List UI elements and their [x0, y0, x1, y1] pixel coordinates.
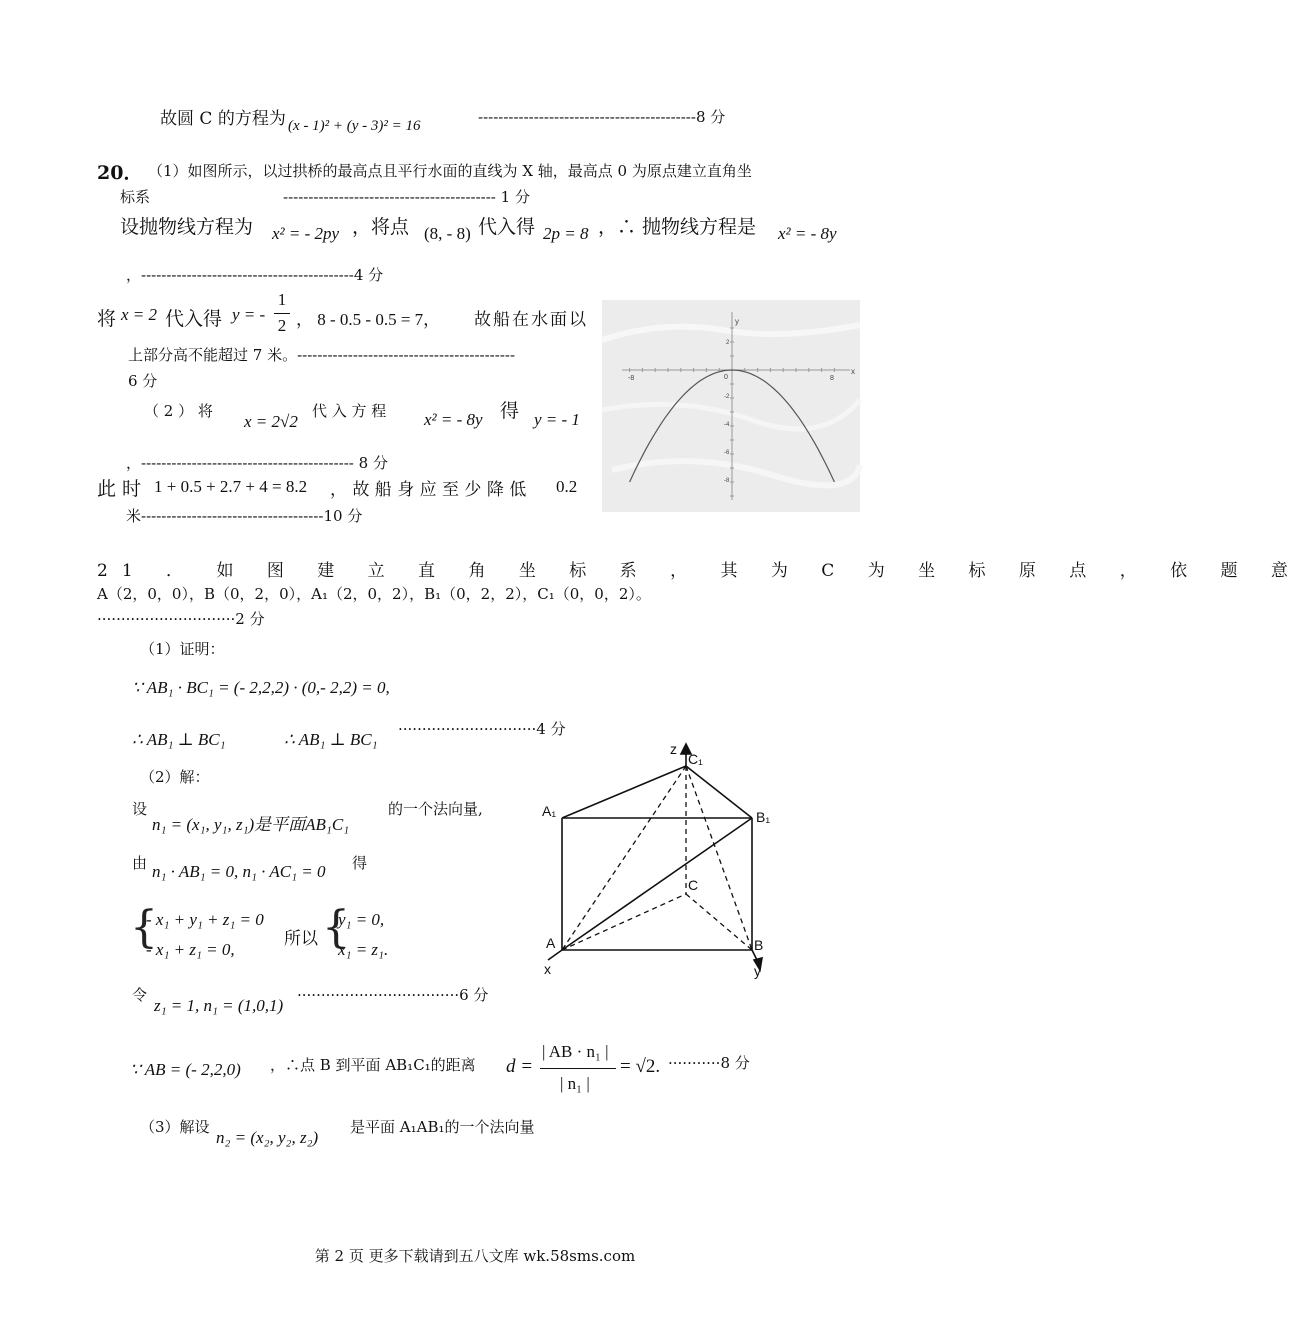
distance-fraction-bar: [540, 1068, 616, 1069]
q21-distance-score: ···········8 分: [668, 1054, 750, 1072]
edge-c1-b: [686, 766, 752, 950]
label-c1: C₁: [688, 751, 703, 767]
q20-p2-point: (8, - 8): [424, 224, 471, 243]
q21-let-score: ··································6 分: [297, 986, 489, 1004]
right-brace: {: [322, 902, 350, 953]
label-b1: B₁: [756, 809, 771, 825]
q20-p4-c: 得: [500, 400, 520, 422]
fraction-bar: [274, 313, 290, 314]
left-brace: {: [130, 902, 158, 953]
q20-p5-a: 此 时: [97, 478, 142, 500]
q20-p2-eq3: x² = - 8y: [778, 224, 837, 243]
q20-p3-score: 6 分: [128, 372, 158, 390]
q21-intro-score: ·····························2 分: [97, 610, 265, 628]
parabola-graph: [602, 300, 860, 512]
graph-y-tick-label: -6: [724, 450, 730, 456]
graph-y-label: y: [735, 317, 739, 326]
q20-p4-a: （ 2 ） 将: [144, 402, 213, 420]
edge-a-b1: [562, 818, 752, 950]
prism-diagram: [530, 738, 790, 978]
edge-a1-c1: [562, 766, 686, 818]
q20-number: 20．: [97, 162, 143, 184]
graph-origin-label: 0: [724, 374, 728, 381]
q20-p3-eq1: x = 2: [121, 305, 158, 324]
q20-p3-b: 代入得: [165, 308, 223, 330]
q21-part3-a: （3）解设: [140, 1118, 210, 1136]
q20-p2-c: 代入得: [478, 216, 536, 238]
q21-intro-line1: 21 ． 如 图 建 立 直 角 坐 标 系 ， 其 为 C 为 坐 标 原 点 ， 依 题 意: [97, 561, 1302, 581]
q20-p5-eq: 1 + 0.5 + 2.7 + 4 = 8.2: [154, 477, 308, 496]
q20-p4-score: ，------------------------------------------ 8 分: [126, 454, 388, 472]
q21-part3-eq: n₂ = (x₂, y₂, z₂): [216, 1128, 319, 1147]
q20-p2-score: ，------------------------------------------4 分: [126, 266, 384, 284]
graph-y-tick-label: 2: [726, 340, 730, 346]
q20-p5-cont: 米------------------------------------10 分: [126, 507, 363, 525]
q20-p4-b: 代 入 方 程: [312, 402, 387, 420]
q20-p3-eq2: y = -: [232, 305, 266, 324]
q20-p3-a: 将: [97, 308, 117, 330]
q21-set-b: 的一个法向量,: [388, 800, 483, 818]
q21-system-left-2: - x₁ + z₁ = 0,: [146, 940, 235, 959]
q20-p5-b: ， 故 船 身 应 至 少 降 低: [330, 480, 527, 500]
q21-distance-d: d =: [506, 1056, 534, 1077]
x-axis: [548, 950, 562, 960]
label-b: B: [754, 937, 764, 953]
graph-y-tick-label: -8: [724, 478, 730, 484]
graph-x-tick-label: 8: [830, 375, 834, 382]
q20-p2-a: 设抛物线方程为: [120, 216, 254, 238]
q21-distance-denominator: | n₁ |: [560, 1074, 590, 1093]
q21-set-a: 设: [132, 800, 148, 818]
q21-system-right-1: y₁ = 0,: [338, 910, 385, 929]
q21-let-eq: z₁ = 1, n₁ = (1,0,1): [154, 996, 284, 1015]
q20-p3-eq3: ， 8 - 0.5 - 0.5 = 7，: [296, 310, 441, 329]
q21-part3-b: 是平面 A₁AB₁的一个法向量: [350, 1118, 535, 1136]
circle-equation: (x - 1)² + (y - 3)² = 16: [288, 118, 421, 134]
label-y: y: [754, 963, 761, 979]
graph-y-tick-label: -2: [724, 394, 730, 400]
q20-p2-eq1: x² = - 2py: [272, 224, 340, 243]
label-a: A: [546, 935, 556, 951]
q21-system-mid: 所以: [284, 929, 318, 949]
graph-x-label: x: [851, 367, 855, 376]
q21-part1-label: （1）证明：: [140, 640, 225, 658]
q21-system-right-2: x₁ = z₁.: [338, 940, 389, 959]
q20-p1-cont: 标系: [120, 188, 151, 206]
graph-x-tick-label: -8: [628, 375, 635, 382]
q21-part2-label: （2）解：: [140, 768, 210, 786]
label-z: z: [670, 741, 677, 757]
q21-distance-numerator: | AB · n₁ |: [542, 1042, 609, 1061]
q20-p2-d: ，∴ 抛物线方程是: [598, 216, 757, 238]
q20-p4-eq2: x² = - 8y: [424, 410, 483, 429]
q21-distance-result: = √2.: [620, 1056, 661, 1077]
q21-let-a: 令: [132, 986, 148, 1004]
q21-eq1: ∵ AB₁ · BC₁ = (- 2,2,2) · (0,- 2,2) = 0,: [132, 678, 390, 697]
circle-score: -------------------------------------------8 分: [478, 108, 726, 126]
label-a1: A₁: [542, 803, 557, 819]
q21-distance-text: ，∴点 B 到平面 AB₁C₁的距离: [270, 1056, 476, 1074]
q21-ab-vector: ∵ AB = (- 2,2,0): [130, 1060, 241, 1079]
q21-system-left-1: - x₁ + y₁ + z₁ = 0: [146, 910, 264, 929]
q21-eq2b: ∴ AB₁ ⊥ BC₁: [284, 730, 378, 749]
q20-p3-c: 故船在水面以: [474, 310, 588, 330]
q20-p2-eq2: 2p = 8: [543, 224, 589, 243]
q20-p1-text: （1）如图所示，以过拱桥的最高点且平行水面的直线为 X 轴，最高点 0 为原点建立直角坐: [148, 162, 752, 180]
q21-by-a: 由: [132, 854, 148, 872]
q20-p3-num: 1: [277, 290, 287, 309]
q20-p3-cont: 上部分高不能超过 7 米。-------------------------------------------: [128, 346, 516, 364]
label-c: C: [688, 877, 699, 893]
page-footer: 第 2 页 更多下载请到五八文库 wk.58sms.com: [314, 1247, 636, 1265]
label-x: x: [544, 961, 551, 977]
edge-a-c: [562, 894, 686, 950]
graph-y-tick-label: -4: [724, 422, 730, 428]
q20-p5-val: 0.2: [556, 477, 578, 496]
q21-eq2a: ∴ AB₁ ⊥ BC₁: [132, 730, 226, 749]
q21-set-eq: n₁ = (x₁, y₁, z₁)是平面AB₁C₁: [152, 815, 350, 834]
q20-p3-den: 2: [277, 316, 287, 335]
q21-eq2-score: ·····························4 分: [398, 720, 566, 738]
circle-prefix: 故圆 C 的方程为: [160, 109, 286, 129]
q21-by-b: 得: [352, 854, 368, 872]
q20-p1-score: ------------------------------------------ 1 分: [283, 188, 530, 206]
q21-by-eq: n₁ · AB₁ = 0, n₁ · AC₁ = 0: [152, 862, 326, 881]
q20-p4-eq1: x = 2√2: [244, 412, 298, 431]
q20-p2-b: ，将点: [352, 216, 410, 238]
q20-p4-eq3: y = - 1: [534, 410, 580, 429]
q21-intro-line2: A（2，0，0），B（0，2，0），A₁（2，0，2），B₁（0，2，2），C₁（0，0，2）。: [97, 585, 651, 603]
